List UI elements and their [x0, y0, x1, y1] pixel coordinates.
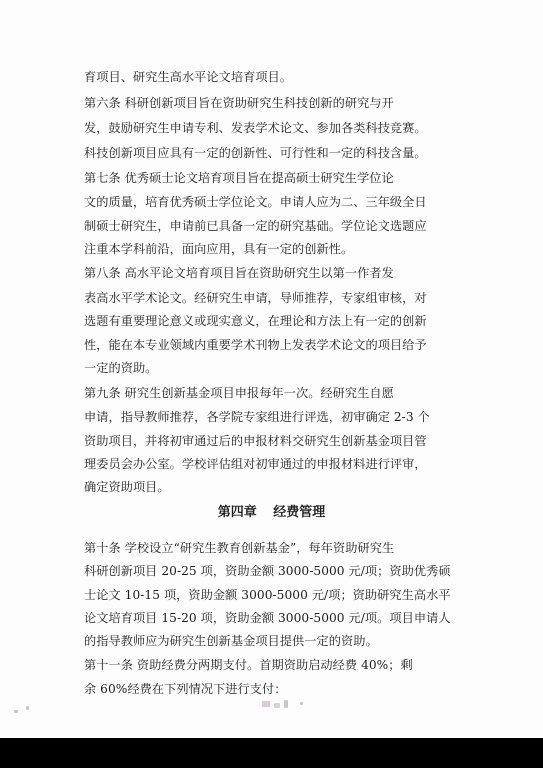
text-line: 确定资助项目。	[84, 480, 170, 494]
text-line: 的指导教师应为研究生创新基金项目提供一定的资助。	[84, 634, 378, 648]
text-line: 注重本学科前沿，面向应用，具有一定的创新性。	[84, 242, 354, 256]
chapter-heading: 第四章 经费管理	[217, 505, 326, 520]
text-line: 文的质量，培育优秀硕士学位论文。申请人应为二、三年级全日	[84, 195, 427, 209]
article-11-line: 第十一条 资助经费分两期支付。首期资助启动经费 40%；剩	[84, 658, 413, 672]
text-line: 科技创新项目应具有一定的创新性、可行性和一定的科技含量。	[84, 146, 427, 160]
text-line: 性，能在本专业领域内重要学术刊物上发表学术论文的项目给予	[84, 338, 427, 352]
text-line: 余 60%经费在下列情况下进行支付：	[84, 682, 287, 696]
text-line: 发，鼓励研究生申请专利、发表学术论文、参加各类科技竞赛。	[84, 121, 427, 135]
text-line: 制硕士研究生，申请前已具备一定的研究基础。学位论文选题应	[84, 219, 427, 233]
text-line: 选题有重要理论意义或现实意义，在理论和方法上有一定的创新	[84, 314, 427, 328]
text-line: 申请，指导教师推荐，各学院专家组进行评选，初审确定 2-3 个	[84, 410, 430, 424]
text-line: 资助项目，并将初审通过后的申报材料交研究生创新基金项目管	[84, 434, 427, 448]
text-line: 表高水平学术论文。经研究生申请，导师推荐，专家组审核，对	[84, 291, 427, 305]
text-line: 理委员会办公室。学校评估组对初审通过的申报材料进行评审，	[84, 457, 427, 471]
text-line: 一定的资助。	[84, 361, 158, 375]
article-7-line: 第七条 优秀硕士论文培育项目旨在提高硕士研究生学位论	[84, 171, 394, 185]
article-9-line: 第九条 研究生创新基金项目申报每年一次。经研究生自愿	[84, 386, 394, 400]
scan-artifact	[0, 700, 543, 728]
scan-edge	[0, 738, 543, 768]
text-line: 论文培育项目 15-20 项，资助金额 3000-5000 元/项。项目申请人	[84, 611, 451, 625]
text-line: 科研创新项目 20-25 项，资助金额 3000-5000 元/项；资助优秀硕	[84, 564, 451, 578]
article-10-line: 第十条 学校设立“研究生教育创新基金”，每年资助研究生	[84, 541, 395, 555]
text-line: 育项目、研究生高水平论文培育项目。	[84, 70, 293, 84]
text-line: 士论文 10-15 项，资助金额 3000-5000 元/项；资助研究生高水平	[84, 588, 451, 602]
article-6-line: 第六条 科研创新项目旨在资助研究生科技创新的研究与开	[84, 96, 394, 110]
article-8-line: 第八条 高水平论文培育项目旨在资助研究生以第一作者发	[84, 266, 394, 280]
